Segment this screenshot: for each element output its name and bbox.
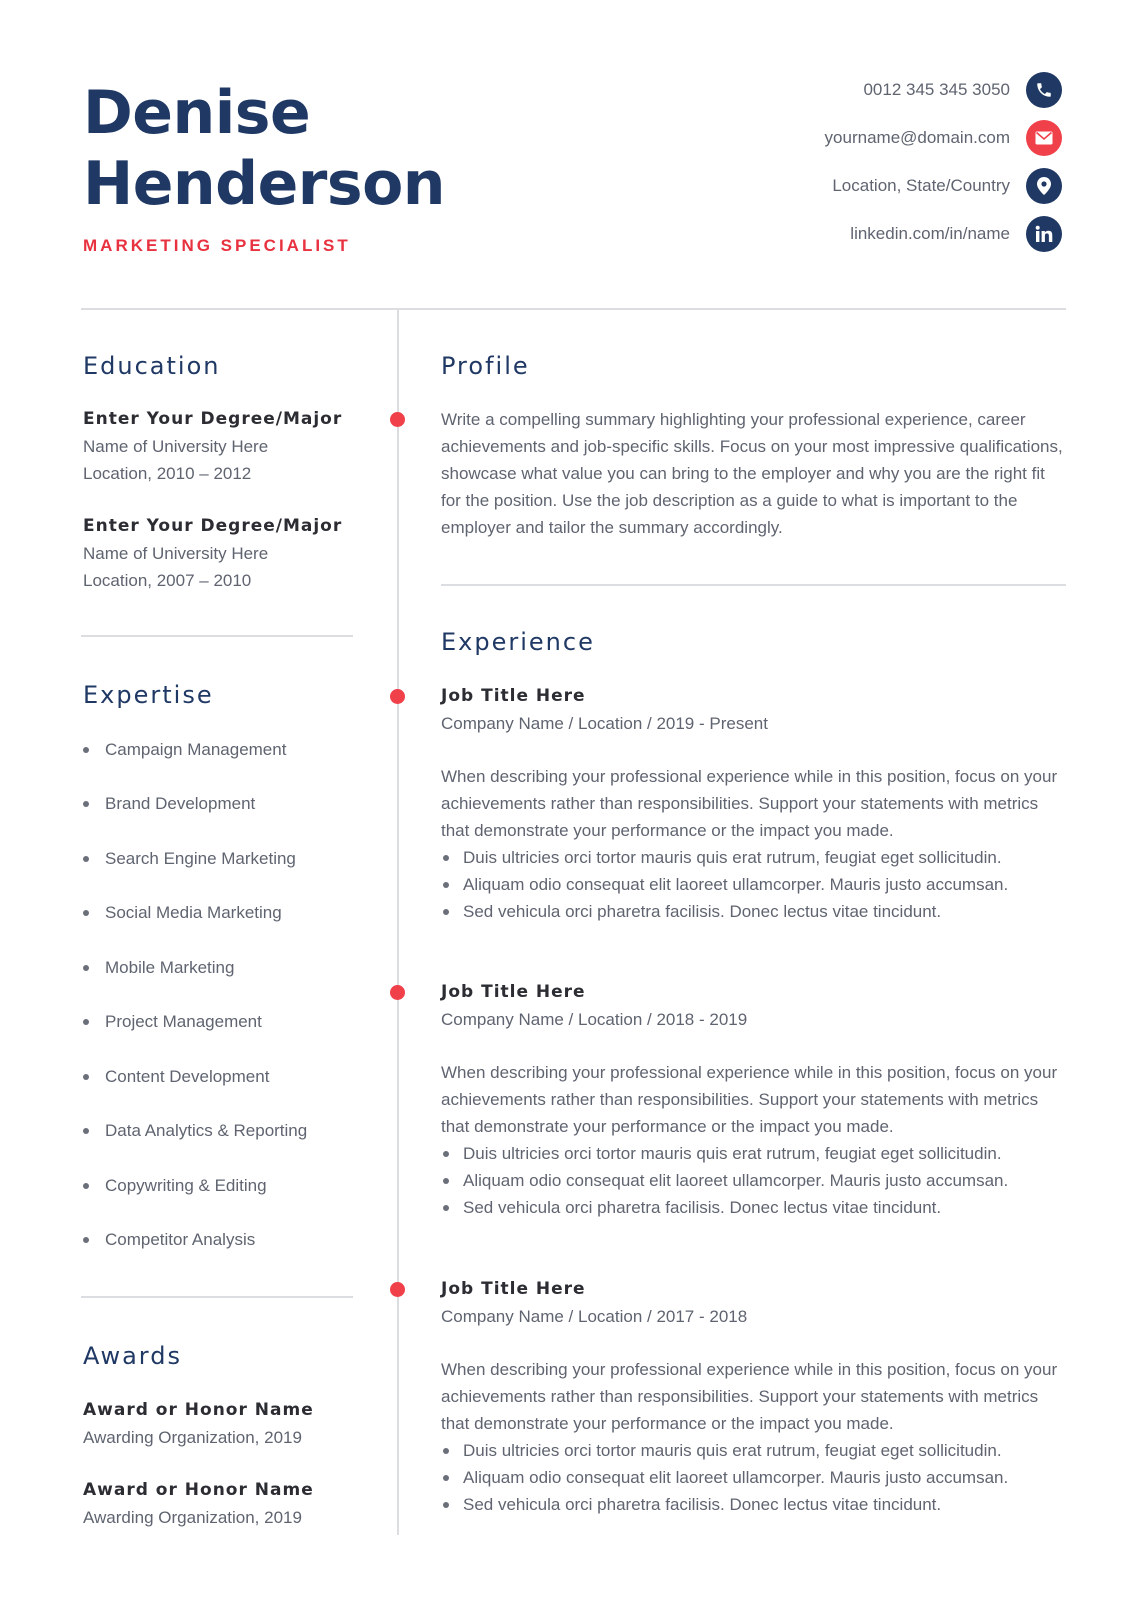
expertise-heading: Expertise — [83, 681, 214, 709]
bullet-icon — [83, 1237, 89, 1243]
job-bullet: Duis ultricies orci tortor mauris quis erat rutrum, feugiat eget sollicitudin. — [441, 1437, 1066, 1464]
timeline-dot — [390, 1282, 405, 1297]
expertise-item: Data Analytics & Reporting — [83, 1121, 307, 1141]
education-degree: Enter Your Degree/Major — [83, 516, 343, 536]
bullet-icon — [83, 1183, 89, 1189]
job-bullet: Sed vehicula orci pharetra facilisis. Donec lectus vitae tincidunt. — [441, 898, 1066, 925]
bullet-icon — [83, 1128, 89, 1134]
expertise-item: Copywriting & Editing — [83, 1176, 267, 1196]
contact-linkedin-text: linkedin.com/in/name — [850, 224, 1010, 243]
education-heading: Education — [83, 352, 221, 380]
education-school: Name of University Here — [83, 544, 269, 563]
job-description: When describing your professional experience while in this position, focus on your achievements rather than responsibilities. Support your statements with metrics that demonstrate your performance or the impact you made. — [441, 767, 1058, 840]
header-divider — [81, 308, 1066, 310]
timeline-dot — [390, 689, 405, 704]
profile-divider — [441, 584, 1066, 586]
contact-email-text: yourname@domain.com — [824, 128, 1010, 147]
profile-heading: Profile — [441, 352, 530, 380]
job-title: Job Title Here — [441, 686, 586, 706]
award-name: Award or Honor Name — [83, 1480, 314, 1500]
education-divider — [81, 635, 353, 637]
expertise-item: Social Media Marketing — [83, 903, 282, 923]
timeline-line — [397, 310, 399, 1535]
first-name: Denise — [83, 78, 311, 148]
expertise-item: Campaign Management — [83, 740, 286, 760]
job-bullet: Duis ultricies orci tortor mauris quis erat rutrum, feugiat eget sollicitudin. — [441, 1140, 1066, 1167]
expertise-item: Project Management — [83, 1012, 262, 1032]
job-bullets — [441, 844, 1066, 925]
job-bullet: Aliquam odio consequat elit laoreet ullamcorper. Mauris justo accumsan. — [441, 1167, 1066, 1194]
education-degree: Enter Your Degree/Major — [83, 409, 343, 429]
expertise-item: Competitor Analysis — [83, 1230, 255, 1250]
timeline-dot — [390, 412, 405, 427]
job-bullets — [441, 1437, 1066, 1518]
award-name: Award or Honor Name — [83, 1400, 314, 1420]
contact-email[interactable] — [825, 120, 1062, 156]
experience-heading: Experience — [441, 628, 595, 656]
contact-phone[interactable] — [863, 72, 1062, 108]
award-organization: Awarding Organization, 2019 — [83, 1508, 302, 1527]
bullet-icon — [83, 801, 89, 807]
job-title: Job Title Here — [441, 1279, 586, 1299]
email-icon — [1026, 120, 1062, 156]
job-meta: Company Name / Location / 2019 - Present — [441, 714, 768, 733]
bullet-icon — [83, 1019, 89, 1025]
contact-location — [832, 168, 1062, 204]
job-bullet: Sed vehicula orci pharetra facilisis. Donec lectus vitae tincidunt. — [441, 1491, 1066, 1518]
expertise-item: Brand Development — [83, 794, 255, 814]
expertise-item: Mobile Marketing — [83, 958, 234, 978]
job-title: Job Title Here — [441, 982, 586, 1002]
education-school: Name of University Here — [83, 437, 269, 456]
bullet-icon — [83, 856, 89, 862]
bullet-icon — [83, 910, 89, 916]
timeline-dot — [390, 985, 405, 1000]
location-pin-icon — [1026, 168, 1062, 204]
awards-heading: Awards — [83, 1342, 182, 1370]
phone-icon — [1026, 72, 1062, 108]
job-bullet: Duis ultricies orci tortor mauris quis erat rutrum, feugiat eget sollicitudin. — [441, 844, 1066, 871]
job-title: MARKETING SPECIALIST — [83, 236, 351, 255]
expertise-item: Content Development — [83, 1067, 269, 1087]
job-bullets — [441, 1140, 1066, 1221]
award-organization: Awarding Organization, 2019 — [83, 1428, 302, 1447]
education-location: Location, 2007 – 2010 — [83, 571, 252, 590]
contact-linkedin[interactable] — [850, 216, 1062, 252]
job-bullet: Aliquam odio consequat elit laoreet ullamcorper. Mauris justo accumsan. — [441, 1464, 1066, 1491]
job-description: When describing your professional experience while in this position, focus on your achievements rather than responsibilities. Support your statements with metrics that demonstrate your performance or the impact you made. — [441, 1063, 1058, 1136]
job-meta: Company Name / Location / 2018 - 2019 — [441, 1010, 748, 1029]
bullet-icon — [83, 747, 89, 753]
profile-summary: Write a compelling summary highlighting your professional experience, career achievements and job-specific skills. Focus on your most impressive qualifications, showcase what value you can bring to the employer and why you are the right fit for the position. Use the job description as a guide to what is important to the employer and tailor the summary accordingly. — [441, 410, 1063, 537]
education-location: Location, 2010 – 2012 — [83, 464, 252, 483]
linkedin-icon — [1026, 216, 1062, 252]
job-bullet: Aliquam odio consequat elit laoreet ullamcorper. Mauris justo accumsan. — [441, 871, 1066, 898]
bullet-icon — [83, 965, 89, 971]
expertise-divider — [81, 1296, 353, 1298]
bullet-icon — [83, 1074, 89, 1080]
expertise-item: Search Engine Marketing — [83, 849, 296, 869]
contact-phone-text: 0012 345 345 3050 — [863, 80, 1010, 99]
job-description: When describing your professional experience while in this position, focus on your achievements rather than responsibilities. Support your statements with metrics that demonstrate your performance or the impact you made. — [441, 1360, 1058, 1433]
job-meta: Company Name / Location / 2017 - 2018 — [441, 1307, 748, 1326]
last-name: Henderson — [83, 149, 446, 219]
contact-location-text: Location, State/Country — [832, 176, 1010, 195]
job-bullet: Sed vehicula orci pharetra facilisis. Donec lectus vitae tincidunt. — [441, 1194, 1066, 1221]
